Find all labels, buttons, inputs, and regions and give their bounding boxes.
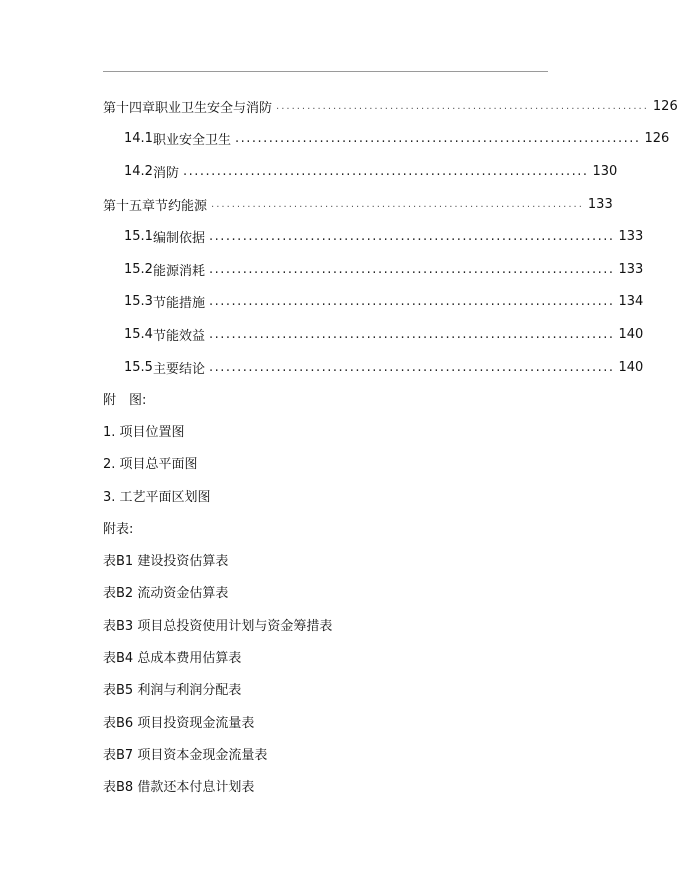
toc-title: 编制依据: [152, 231, 205, 247]
toc-leader: ........................................................................: [208, 261, 615, 277]
toc-page: 140: [618, 359, 644, 375]
toc-page: 140: [618, 326, 644, 342]
toc-leader: ........................................................................: [208, 326, 615, 342]
toc-leader: ........................................................................: [208, 229, 615, 245]
toc-entry-chapter-15[interactable]: [103, 188, 613, 221]
toc-entry-15-4[interactable]: [103, 318, 644, 351]
toc-number: 14.1: [124, 131, 153, 147]
table-of-contents: [103, 90, 678, 383]
toc-entry-15-1[interactable]: [103, 220, 644, 253]
toc-entry-14-2[interactable]: [103, 155, 618, 188]
toc-title: 消防: [152, 165, 179, 181]
toc-leader: ........................................................................: [208, 294, 615, 310]
toc-entry-14-1[interactable]: [103, 123, 670, 156]
toc-title: 职业安全卫生: [152, 133, 231, 149]
toc-leader: ........................................................................: [276, 100, 649, 112]
table-item: 表B2 流动资金估算表: [103, 586, 229, 602]
toc-entry-15-3[interactable]: [103, 286, 644, 319]
toc-leader: ........................................................................: [182, 163, 589, 179]
table-item: 表B7 项目资本金现金流量表: [103, 747, 268, 763]
toc-entry-chapter-14[interactable]: [103, 90, 678, 123]
tables-heading: 附表:: [103, 521, 134, 537]
table-item: 表B3 项目总投资使用计划与资金筹措表: [103, 618, 333, 634]
toc-number: 第十四章: [103, 100, 156, 116]
toc-title: 能源消耗: [152, 263, 205, 279]
toc-number: 14.2: [124, 163, 153, 179]
figure-item: 2. 项目总平面图: [103, 457, 198, 473]
toc-number: 15.4: [124, 326, 153, 342]
toc-page: 134: [618, 294, 644, 310]
toc-number: 第十五章: [103, 198, 156, 214]
toc-page: 126: [644, 131, 670, 147]
toc-number: 15.3: [124, 294, 153, 310]
figure-item: 3. 工艺平面区划图: [103, 489, 211, 505]
table-item: 表B4 总成本费用估算表: [103, 651, 242, 667]
figures-heading: 附 图:: [103, 392, 147, 408]
toc-title: 节约能源: [155, 198, 208, 214]
toc-leader: ........................................................................: [234, 131, 641, 147]
appendix-list: [103, 382, 548, 802]
toc-page: 133: [587, 196, 613, 212]
toc-page: 130: [592, 163, 618, 179]
toc-title: 节能措施: [152, 296, 205, 312]
toc-page: 133: [618, 261, 644, 277]
toc-number: 15.2: [124, 261, 153, 277]
toc-leader: ........................................................................: [208, 359, 615, 375]
table-item: 表B8 借款还本付息计划表: [103, 780, 255, 796]
toc-number: 15.5: [124, 359, 153, 375]
figure-item: 1. 项目位置图: [103, 424, 185, 440]
toc-page: 133: [618, 229, 644, 245]
toc-title: 节能效益: [152, 328, 205, 344]
table-item: 表B5 利润与利润分配表: [103, 683, 242, 699]
header-rule: [103, 71, 548, 72]
toc-leader: ........................................................................: [211, 198, 584, 210]
table-item: 表B1 建设投资估算表: [103, 554, 229, 570]
toc-entry-15-2[interactable]: [103, 253, 644, 286]
table-item: 表B6 项目投资现金流量表: [103, 715, 255, 731]
toc-number: 15.1: [124, 229, 153, 245]
toc-page: 126: [652, 98, 678, 114]
toc-title: 职业卫生安全与消防: [155, 100, 273, 116]
toc-title: 主要结论: [152, 361, 205, 377]
toc-entry-15-5[interactable]: [103, 351, 644, 384]
